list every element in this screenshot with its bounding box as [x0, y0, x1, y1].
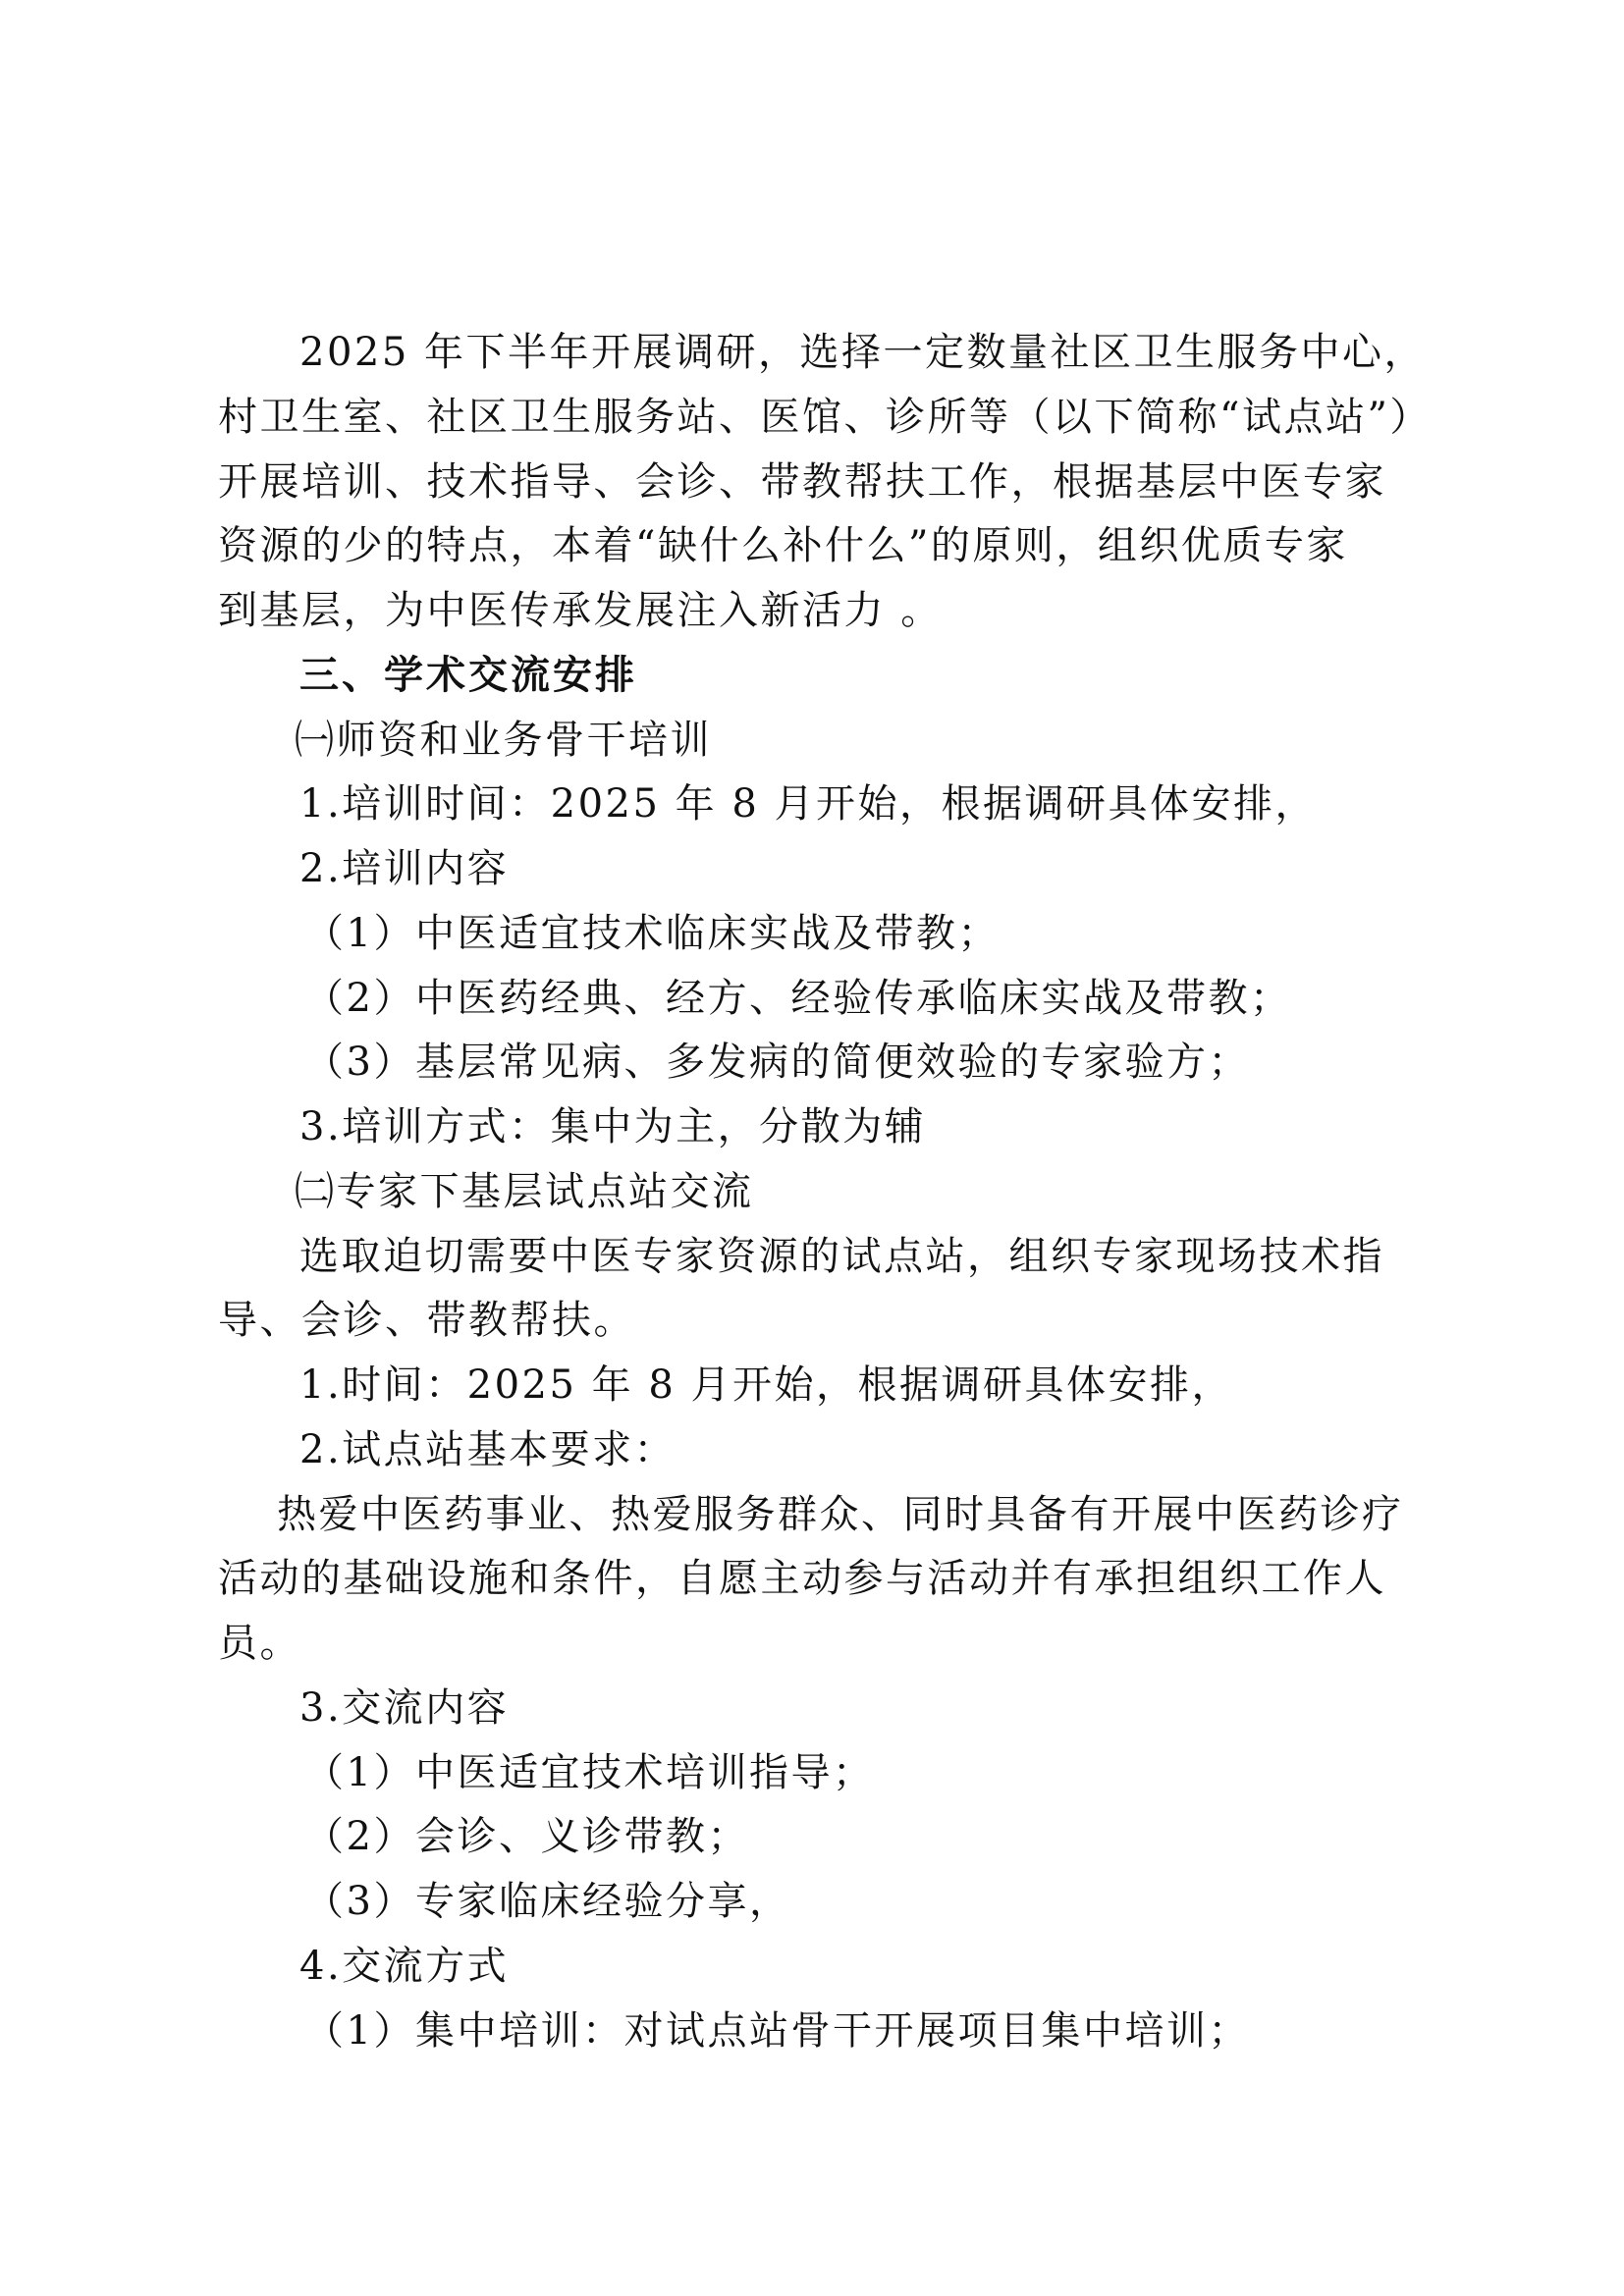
pilot-paragraph-line-1: 选取迫切需要中医专家资源的试点站，组织专家现场技术指 [299, 1234, 1384, 1279]
subsection-heading-1: ㈠师资和业务骨干培训 [295, 718, 712, 763]
intro-paragraph-line-1: 2025 年下半年开展调研，选择一定数量社区卫生服务中心， [299, 330, 1427, 375]
pilot-time-item: 1.时间：2025 年 8 月开始，根据调研具体安排， [299, 1362, 1234, 1408]
training-content-item: 2.培训内容 [299, 846, 510, 891]
section-heading: 三、学术交流安排 [299, 653, 637, 698]
exchange-content-subitem-1: （1）中医适宜技术培训指导； [304, 1750, 875, 1795]
exchange-method-item: 4.交流方式 [299, 1944, 510, 1989]
training-content-subitem-1: （1）中医适宜技术临床实战及带教； [304, 911, 1000, 956]
intro-paragraph-line-2: 村卫生室、社区卫生服务站、医馆、诊所等（以下简称“试点站”） [218, 395, 1432, 440]
training-method-item: 3.培训方式：集中为主，分散为辅 [299, 1104, 927, 1149]
training-content-subitem-2: （2）中医药经典、经方、经验传承临床实战及带教； [304, 976, 1292, 1021]
subsection-heading-2: ㈡专家下基层试点站交流 [295, 1169, 754, 1214]
intro-paragraph-line-4: 资源的少的特点，本着“缺什么补什么”的原则，组织优质专家 [218, 523, 1348, 568]
pilot-paragraph-line-2: 导、会诊、带教帮扶。 [218, 1298, 635, 1343]
intro-paragraph-line-5: 到基层，为中医传承发展注入新活力 。 [218, 588, 943, 633]
exchange-method-subitem-1: （1）集中培训：对试点站骨干开展项目集中培训； [304, 2008, 1250, 2054]
requirements-paragraph-line-3: 员。 [218, 1621, 301, 1666]
exchange-content-item: 3.交流内容 [299, 1685, 510, 1731]
requirements-paragraph-line-1: 热爱中医药事业、热爱服务群众、同时具备有开展中医药诊疗 [277, 1492, 1404, 1537]
training-time-item: 1.培训时间：2025 年 8 月开始，根据调研具体安排， [299, 781, 1318, 827]
exchange-content-subitem-3: （3）专家临床经验分享， [304, 1879, 791, 1924]
intro-paragraph-line-3: 开展培训、技术指导、会诊、带教帮扶工作，根据基层中医专家 [218, 459, 1386, 505]
training-content-subitem-3: （3）基层常见病、多发病的简便效验的专家验方； [304, 1040, 1250, 1085]
pilot-requirements-item: 2.试点站基本要求： [299, 1427, 677, 1472]
exchange-content-subitem-2: （2）会诊、义诊带教； [304, 1814, 749, 1859]
requirements-paragraph-line-2: 活动的基础设施和条件，自愿主动参与活动并有承担组织工作人 [218, 1556, 1386, 1601]
